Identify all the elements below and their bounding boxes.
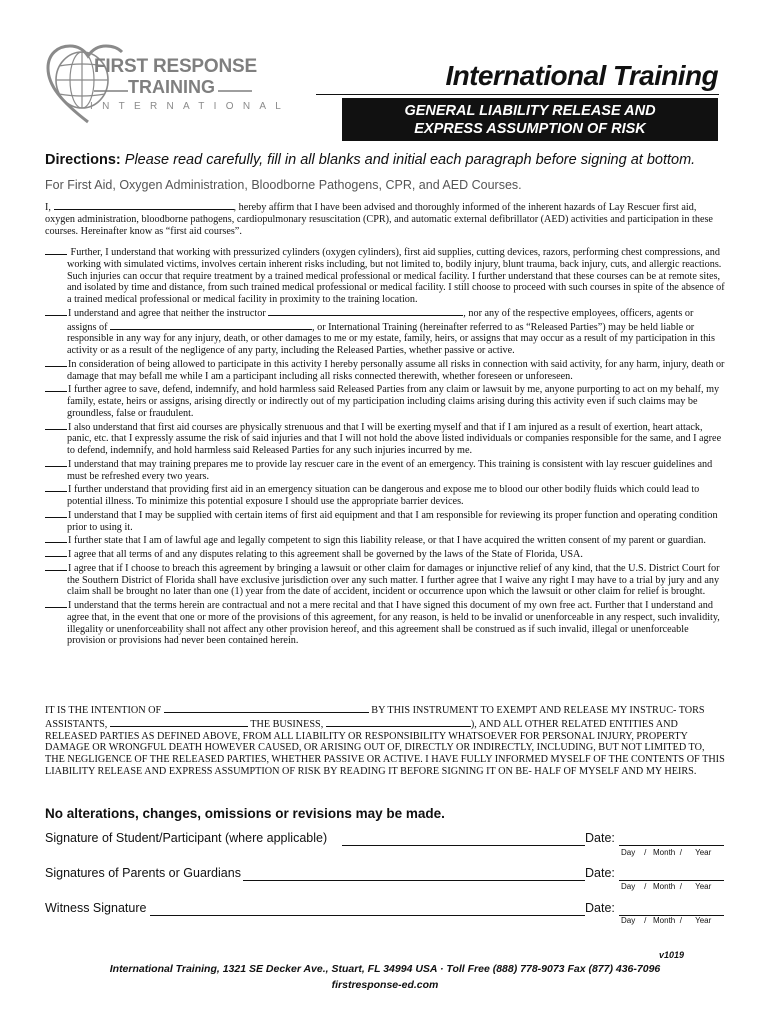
paragraph-text: I further state that I am of lawful age and legally competent to sign this liability release, or that I have acquired the written consent of my parent or guardian. <box>68 535 706 547</box>
initial-field[interactable] <box>45 547 67 557</box>
paragraph-text: I further understand that providing first aid in an emergency situation can be dangerous and expose me to blood our other bodily fluids which could lead to potential illness. To minimize this potential exposure I should use the appropriate barrier devices. <box>67 484 700 507</box>
directions <box>45 152 695 168</box>
paragraph-text: I further agree to save, defend, indemnify, and hold harmless said Released Parties from any claim or lawsuit by me, anyone purporting to act on my behalf, my family, estate, heirs or assigns, arising directly or indirectly out of my participation including claims arising during this activity even if such claims may be groundless, false or fraudulent. <box>67 384 720 419</box>
participant-name-field[interactable] <box>54 200 234 210</box>
course-subheading: For First Aid, Oxygen Administration, Bloodborne Pathogens, CPR, and AED Courses. <box>45 178 522 192</box>
instructor-assistants-field[interactable] <box>110 717 248 727</box>
paragraph-text: I understand that the terms herein are contractual and not a mere recital and that I have signed this document of my own free act. Further that I understand and agree that, in the event that one or more of the provisions of this agreement, for any reason, is held to be invalid or unenforceable in any respect, such invalidity, illegality or unenforceability shall not affect any other provision hereof, and this agreement shall be construed as if such invalid, illegal or unenforceable provision or provisions had never been contained herein. <box>67 600 720 647</box>
paragraph-10 <box>45 547 725 561</box>
paragraph-text: , nor any of the respective employees, officers, agents or assigns of <box>67 307 694 333</box>
footer-address: International Training, 1321 SE Decker Ave., Stuart, FL 34994 USA · Toll Free (888) 778-9073 Fax (877) 436-7096 <box>109 963 661 975</box>
paragraph-3 <box>45 357 725 383</box>
intro-paragraph <box>45 200 725 237</box>
initial-field[interactable] <box>45 508 67 518</box>
paragraph-text: I understand that may training prepares me to provide lay rescuer care in the event of an emergency. This training is consistent with lay rescuer guidelines and must be refreshed every two years. <box>67 458 713 482</box>
initial-field[interactable] <box>45 357 67 367</box>
paragraph-12 <box>45 598 725 647</box>
paragraph-11 <box>45 561 725 598</box>
directions-label: Directions: <box>45 152 121 168</box>
guardian-signature-label: Signatures of Parents or Guardians <box>45 866 241 880</box>
statement-text: ), AND ALL OTHER RELATED ENTITIES AND RELEASED PARTIES AS DEFINED ABOVE, FROM ALL LIABILITY OR RESPONSIBILITY WHATSOEVER FOR PERSONAL INJURY, PROPERTY DAMAGE OR WRONGFUL DEATH HOWEVER CAUSED, OR ARISING OUT OF, DIRECTLY OR INDIRECTLY, INCLUDING, BUT NOT LIMITED TO, THE NEGLIGENCE OF THE RELEASED PARTIES, WHETHER PASSIVE OR ACTIVE. I HAVE FULLY INFORMED MYSELF OF THE CONTENTS OF THIS LIABILITY RELEASE AND EXPRESS ASSUMPTION OF RISK BY READING IT BEFORE SIGNING IT ON BE- HALF OF MYSELF AND MY HEIRS. <box>45 718 725 777</box>
initial-field[interactable] <box>45 306 67 316</box>
paragraph-text: I agree that if I choose to breach this agreement by bringing a lawsuit or other claim for damages or injunctive relief of any kind, that the U.S. District Court for the Southern District of Florida shall have exclusive jurisdiction over any such matter. I further agree that I waive any right I may have to a trial by jury and any claim shall be brought no later than one (1) year from the date of accident, incident or occurrence upon which the lawsuit or other claim for relief is brought. <box>67 562 720 598</box>
paragraph-text: Further, I understand that working with pressurized cylinders (oxygen cylinders), first aid supplies, cutting devices, razors, performing chest compressions, and working with simulated victims, involves certain inherent risks including, but not limited to, bodily injury, blunt trauma, back injury, cuts, and allergic reactions. Such injuries can occur that require treatment by a trained medical professional or medical facility. I further understand that these courses can be at remote sites, and isolated by time and distance, from such trained medical professional or medical facility. I still choose to proceed with such courses in spite of the absence of a trained medical professional or medical facility in proximity to the training location. <box>67 247 725 305</box>
instructor-name-field[interactable] <box>268 306 463 316</box>
form-version: v1019 <box>659 950 685 960</box>
initial-field[interactable] <box>45 382 67 392</box>
initial-field[interactable] <box>45 420 67 430</box>
directions-text: Please read carefully, fill in all blanks and initial each paragraph before signing at bottom. <box>124 152 696 168</box>
student-signature-line[interactable] <box>342 845 585 846</box>
business-name-field[interactable] <box>326 717 471 727</box>
statement-text: IT IS THE INTENTION OF <box>45 705 162 716</box>
document-title-line2: EXPRESS ASSUMPTION OF RISK <box>414 121 646 137</box>
initial-field[interactable] <box>45 561 67 571</box>
logo-text-first-response: FIRST RESPONSE <box>94 56 257 77</box>
logo-text-international: INTERNATIONAL <box>90 101 291 112</box>
date-label: Date: <box>585 831 615 845</box>
title-rule <box>316 94 719 95</box>
date-format-hint: Day / Month / Year <box>621 848 712 857</box>
statement-text: THE BUSINESS, <box>250 718 324 730</box>
paragraph-5 <box>45 420 725 457</box>
participant-name-field-2[interactable] <box>164 703 369 713</box>
initial-field[interactable] <box>45 598 67 608</box>
student-signature-label: Signature of Student/Participant (where applicable) <box>45 831 328 845</box>
paragraph-8 <box>45 508 725 534</box>
paragraph-1 <box>45 245 725 306</box>
release-statement <box>45 703 725 778</box>
paragraph-text: , or International Training (hereinafter referred to as “Released Parties”) may be held liable or responsible in any way for any injury, death, or other damages to me or my estate, family, heirs, or assigns that may occur as a result of my participation in this activity or as a result of the negligence of any party, including the Released Parties, whether passive or active. <box>67 321 715 356</box>
footer-website[interactable]: firstresponse-ed.com <box>331 979 439 991</box>
guardian-signature-line[interactable] <box>243 880 585 881</box>
document-title-box <box>342 98 718 141</box>
paragraph-text: I understand that I may be supplied with certain items of first aid equipment and that I am responsible for reviewing its proper function and operating condition prior to using it. <box>67 509 718 533</box>
paragraph-text: In consideration of being allowed to participate in this activity I hereby personally assume all risks in connection with said activity, for any harm, injury, death or damage that may befall me while I am a participant including all risks connected therewith, whether foreseen or unforeseen. <box>67 358 725 382</box>
paragraph-7 <box>45 482 725 508</box>
document-title-line1: GENERAL LIABILITY RELEASE AND <box>404 103 656 119</box>
paragraph-6 <box>45 457 725 483</box>
witness-signature-label: Witness Signature <box>45 901 147 915</box>
logo-text-training: TRAINING <box>128 77 215 97</box>
date-format-hint: Day / Month / Year <box>621 916 712 925</box>
date-label: Date: <box>585 901 615 915</box>
paragraph-text: I understand and agree that neither the instructor <box>68 307 266 319</box>
paragraph-9 <box>45 533 725 547</box>
witness-signature-line[interactable] <box>150 915 585 916</box>
initial-field[interactable] <box>45 457 67 467</box>
date-label: Date: <box>585 866 615 880</box>
date-format-hint: Day / Month / Year <box>621 882 712 891</box>
guardian-date-line[interactable] <box>619 880 724 881</box>
paragraph-4 <box>45 382 725 419</box>
organization-name-field[interactable] <box>110 320 312 330</box>
student-date-line[interactable] <box>619 845 724 846</box>
initial-field[interactable] <box>45 245 67 255</box>
release-paragraphs <box>45 245 725 647</box>
paragraph-text: I also understand that first aid courses are physically strenuous and that I will be exerting myself and that if I am injured as a result of exertion, heart attack, panic, etc. that I expressly assume the risk of said injuries and that I will not hold the above listed individuals or companies responsible for the same, and I agree to defend, indemnify, and hold harmless said Released Parties for any such injuries incurred by me. <box>67 421 722 456</box>
intro-prefix: I, <box>45 202 51 213</box>
page-title: International Training <box>445 60 718 91</box>
intro-text: , hereby affirm that I have been advised and thoroughly informed of the inherent hazards of Lay Rescuer first aid, oxygen administration, bloodborne pathogens, cardiopulmonary resuscitation (CPR), and automatic external defibrillator (AED) activities and participation in these courses. Hereinafter know as “first aid courses”. <box>45 202 713 237</box>
paragraph-text: I agree that all terms of and any disputes relating to this agreement shall be governed by the laws of the State of Florida, USA. <box>68 549 583 560</box>
initial-field[interactable] <box>45 482 67 492</box>
initial-field[interactable] <box>45 533 67 543</box>
no-alterations-notice: No alterations, changes, omissions or revisions may be made. <box>45 806 445 821</box>
statement-text: BY THIS INSTRUMENT TO EXEMPT AND RELEASE MY INSTRUC- TORS ASSISTANTS, <box>45 705 705 730</box>
paragraph-2 <box>45 306 725 357</box>
